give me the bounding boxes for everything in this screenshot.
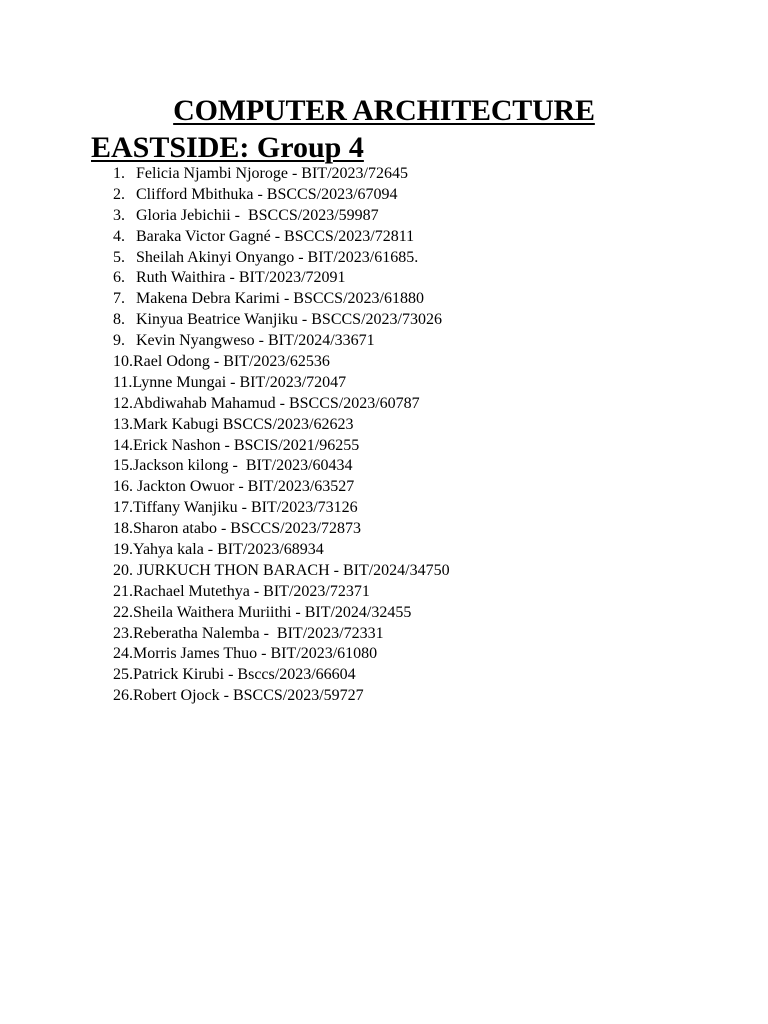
list-number: 2. [113, 185, 125, 203]
member-entry: Mark Kabugi BSCCS/2023/62623 [133, 415, 354, 433]
list-number: 1. [113, 165, 125, 182]
list-item [113, 331, 450, 352]
member-entry: Clifford Mbithuka - BSCCS/2023/67094 [136, 185, 398, 203]
member-entry: Robert Ojock - BSCCS/2023/59727 [133, 687, 364, 705]
list-number: 9. [113, 332, 125, 350]
member-entry: Baraka Victor Gagné - BSCCS/2023/72811 [136, 227, 415, 245]
member-entry: Jackson kilong - BIT/2023/60434 [133, 457, 353, 475]
document-title: COMPUTER ARCHITECTURE [173, 94, 595, 127]
list-item [113, 519, 450, 540]
list-item [113, 352, 450, 373]
member-entry: Rael Odong - BIT/2023/62536 [133, 353, 330, 371]
list-number: 15. [113, 457, 133, 475]
member-entry: Felicia Njambi Njoroge - BIT/2023/72645 [136, 165, 408, 182]
member-entry: Sharon atabo - BSCCS/2023/72873 [133, 520, 362, 538]
member-entry: Reberatha Nalemba - BIT/2023/72331 [133, 624, 384, 642]
member-entry: Yahya kala - BIT/2023/68934 [133, 541, 324, 559]
list-number: 6. [113, 269, 125, 287]
list-item [113, 540, 450, 561]
member-entry: Erick Nashon - BSCIS/2021/96255 [133, 436, 360, 454]
list-item [113, 415, 450, 436]
member-entry: Patrick Kirubi - Bsccs/2023/66604 [133, 666, 356, 684]
list-item [113, 665, 450, 686]
list-item [113, 310, 450, 331]
list-number: 4. [113, 227, 125, 245]
member-entry: Lynne Mungai - BIT/2023/72047 [132, 373, 347, 391]
list-item [113, 624, 450, 645]
list-number: 17. [113, 499, 133, 517]
list-number: 16. [113, 478, 133, 496]
member-entry: Rachael Mutethya - BIT/2023/72371 [133, 582, 370, 600]
list-item [113, 373, 450, 394]
list-item [113, 561, 450, 582]
list-number: 14. [113, 436, 133, 454]
group-heading: EASTSIDE: Group 4 [91, 131, 364, 164]
list-number: 18. [113, 520, 133, 538]
list-number: 5. [113, 248, 125, 266]
member-entry: JURKUCH THON BARACH - BIT/2024/34750 [133, 561, 450, 579]
list-item [113, 582, 450, 603]
list-item [113, 436, 450, 457]
member-entry: Sheila Waithera Muriithi - BIT/2024/32455 [133, 603, 412, 621]
list-item [113, 185, 450, 206]
member-entry: Tiffany Wanjiku - BIT/2023/73126 [133, 499, 358, 517]
list-number: 12. [113, 394, 133, 412]
list-number: 20. [113, 561, 133, 579]
list-number: 19. [113, 541, 133, 559]
list-number: 22. [113, 603, 133, 621]
member-entry: Ruth Waithira - BIT/2023/72091 [136, 269, 346, 287]
member-entry: Abdiwahab Mahamud - BSCCS/2023/60787 [133, 394, 420, 412]
member-entry: Morris James Thuo - BIT/2023/61080 [133, 645, 378, 663]
member-entry: Kevin Nyangweso - BIT/2024/33671 [136, 332, 375, 350]
list-item [113, 394, 450, 415]
list-item [113, 268, 450, 289]
member-entry: Sheilah Akinyi Onyango - BIT/2023/61685. [136, 248, 419, 266]
list-item [113, 498, 450, 519]
member-entry: Makena Debra Karimi - BSCCS/2023/61880 [136, 290, 424, 308]
list-number: 23. [113, 624, 133, 642]
list-number: 10. [113, 353, 133, 371]
list-number: 7. [113, 290, 125, 308]
list-item [113, 206, 450, 227]
member-entry: Gloria Jebichii - BSCCS/2023/59987 [136, 206, 379, 224]
member-entry: Jackton Owuor - BIT/2023/63527 [133, 478, 355, 496]
list-number: 8. [113, 311, 125, 329]
list-number: 21. [113, 582, 133, 600]
member-list [113, 164, 450, 707]
list-number: 3. [113, 206, 125, 224]
list-item [113, 456, 450, 477]
list-item [113, 289, 450, 310]
list-number: 24. [113, 645, 133, 663]
list-item [113, 477, 450, 498]
list-item [113, 644, 450, 665]
list-item [113, 164, 450, 185]
list-item [113, 248, 450, 269]
list-item [113, 686, 450, 707]
list-item [113, 603, 450, 624]
list-number: 13. [113, 415, 133, 433]
list-number: 25. [113, 666, 133, 684]
member-entry: Kinyua Beatrice Wanjiku - BSCCS/2023/73026 [136, 311, 442, 329]
list-item [113, 227, 450, 248]
list-number: 11. [113, 373, 133, 391]
list-number: 26. [113, 687, 133, 705]
